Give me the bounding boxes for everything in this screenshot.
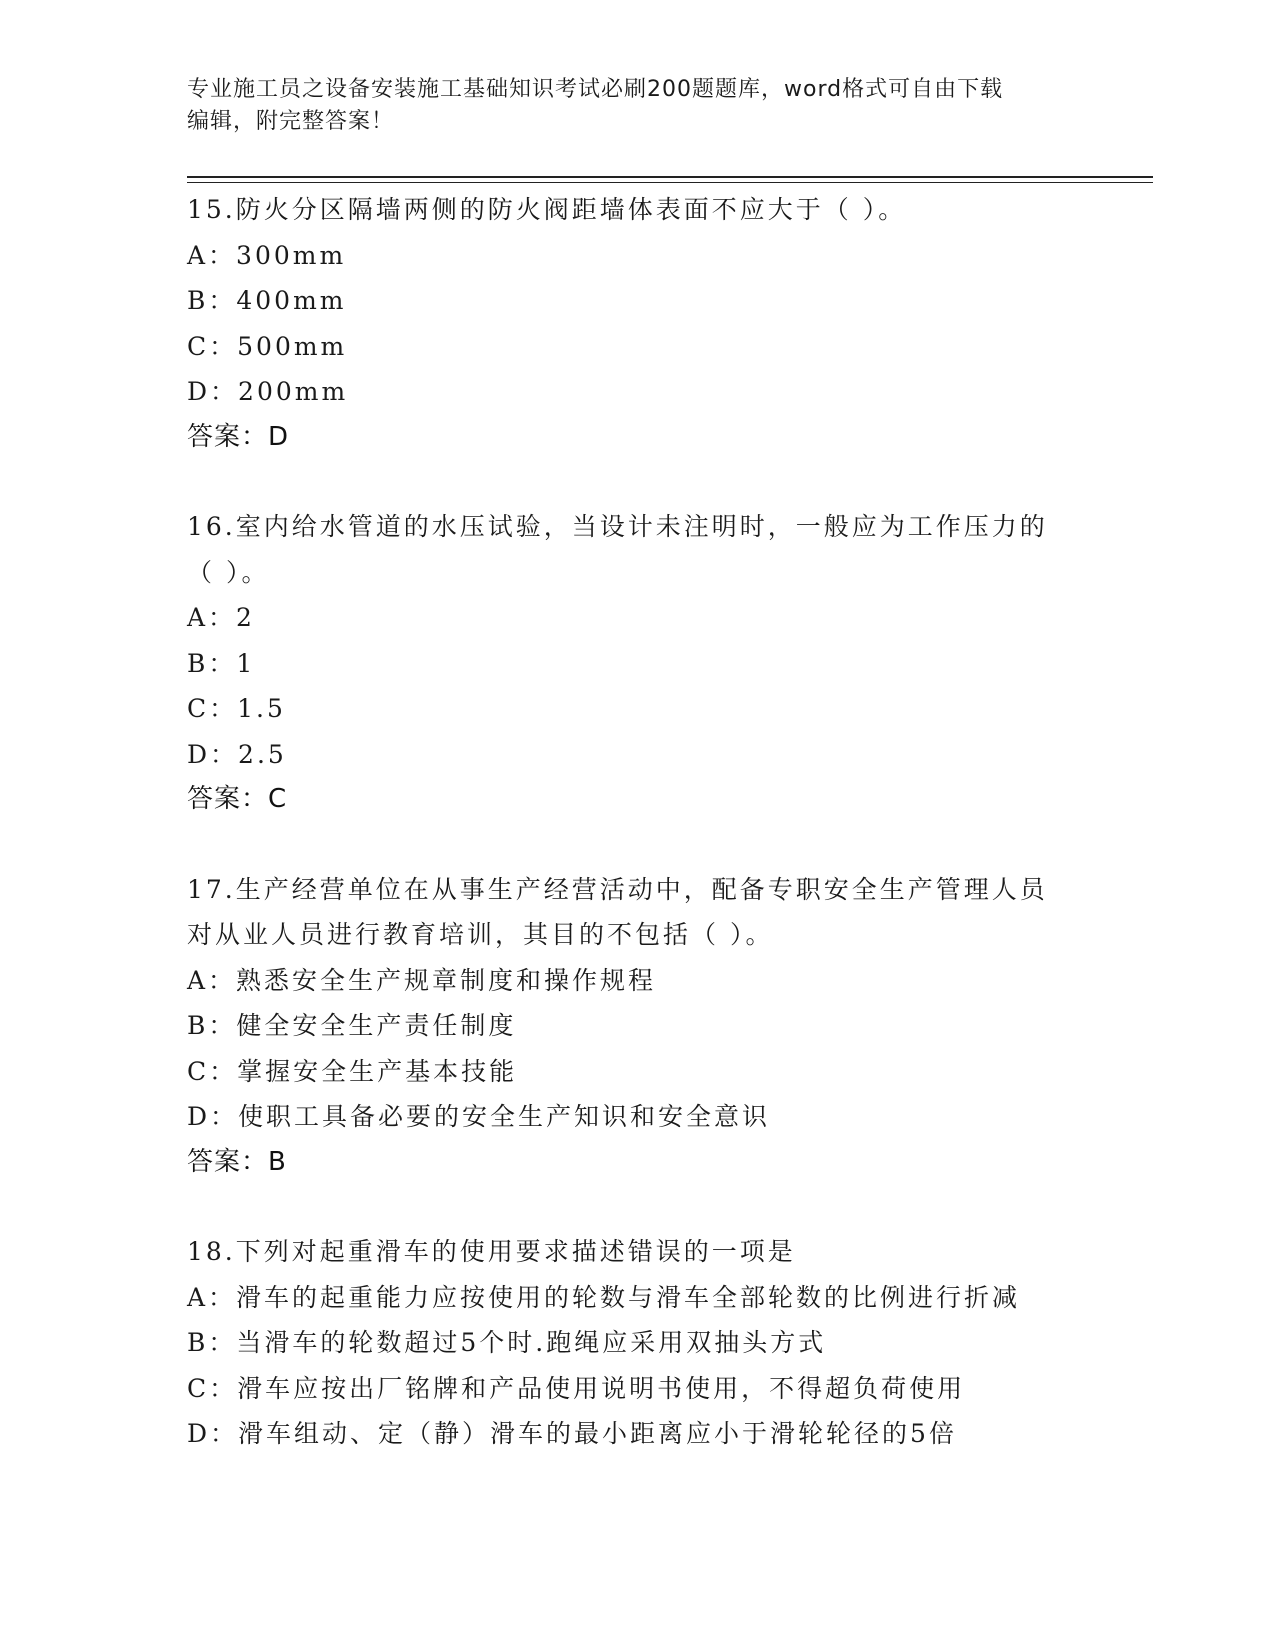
header-title-line1: 专业施工员之设备安装施工基础知识考试必刷200题题库，word格式可自由下载	[187, 77, 1004, 102]
correct-answer: 答案：D	[187, 421, 290, 452]
header-divider-thick	[187, 176, 1153, 178]
answer-option: B：健全安全生产责任制度	[187, 1011, 517, 1040]
header-title-line2: 编辑，附完整答案！	[187, 109, 395, 134]
document-header	[187, 74, 1067, 138]
header-divider-thin	[187, 182, 1153, 183]
answer-option: B：1	[187, 648, 256, 678]
question-block	[187, 867, 1087, 1186]
answer-option: C：掌握安全生产基本技能	[187, 1056, 518, 1086]
answer-option: A：熟悉安全生产规章制度和操作规程	[187, 965, 657, 995]
answer-option: B：当滑车的轮数超过5个时.跑绳应采用双抽头方式	[187, 1328, 827, 1357]
question-stem: 对从业人员进行教育培训，其目的不包括（ ）。	[187, 920, 774, 949]
answer-option: C：1.5	[187, 694, 286, 723]
answer-option: A：滑车的起重能力应按使用的轮数与滑车全部轮数的比例进行折减	[187, 1282, 1021, 1312]
answer-option: B：400mm	[187, 286, 347, 315]
question-block	[187, 187, 1087, 460]
question-block	[187, 1229, 1087, 1457]
question-stem: （ ）。	[187, 557, 270, 587]
answer-option: D：200mm	[187, 377, 349, 406]
question-block	[187, 504, 1087, 823]
answer-option: A：2	[187, 603, 255, 632]
answer-option: D：2.5	[187, 739, 287, 769]
correct-answer: 答案：B	[187, 1146, 287, 1177]
correct-answer: 答案：C	[187, 784, 288, 814]
answer-option: A：300mm	[187, 240, 347, 270]
question-stem: 18.下列对起重滑车的使用要求描述错误的一项是	[187, 1237, 796, 1266]
question-stem: 17.生产经营单位在从事生产经营活动中，配备专职安全生产管理人员	[187, 874, 1048, 904]
answer-option: C：滑车应按出厂铭牌和产品使用说明书使用，不得超负荷使用	[187, 1373, 966, 1403]
answer-option: D：滑车组动、定（静）滑车的最小距离应小于滑轮轮径的5倍	[187, 1419, 957, 1448]
question-stem: 16.室内给水管道的水压试验，当设计未注明时，一般应为工作压力的	[187, 512, 1048, 541]
answer-option: C：500mm	[187, 331, 348, 361]
question-stem: 15.防火分区隔墙两侧的防火阀距墙体表面不应大于（ ）。	[187, 195, 907, 224]
question-list	[187, 187, 1087, 1457]
answer-option: D：使职工具备必要的安全生产知识和安全意识	[187, 1102, 771, 1131]
